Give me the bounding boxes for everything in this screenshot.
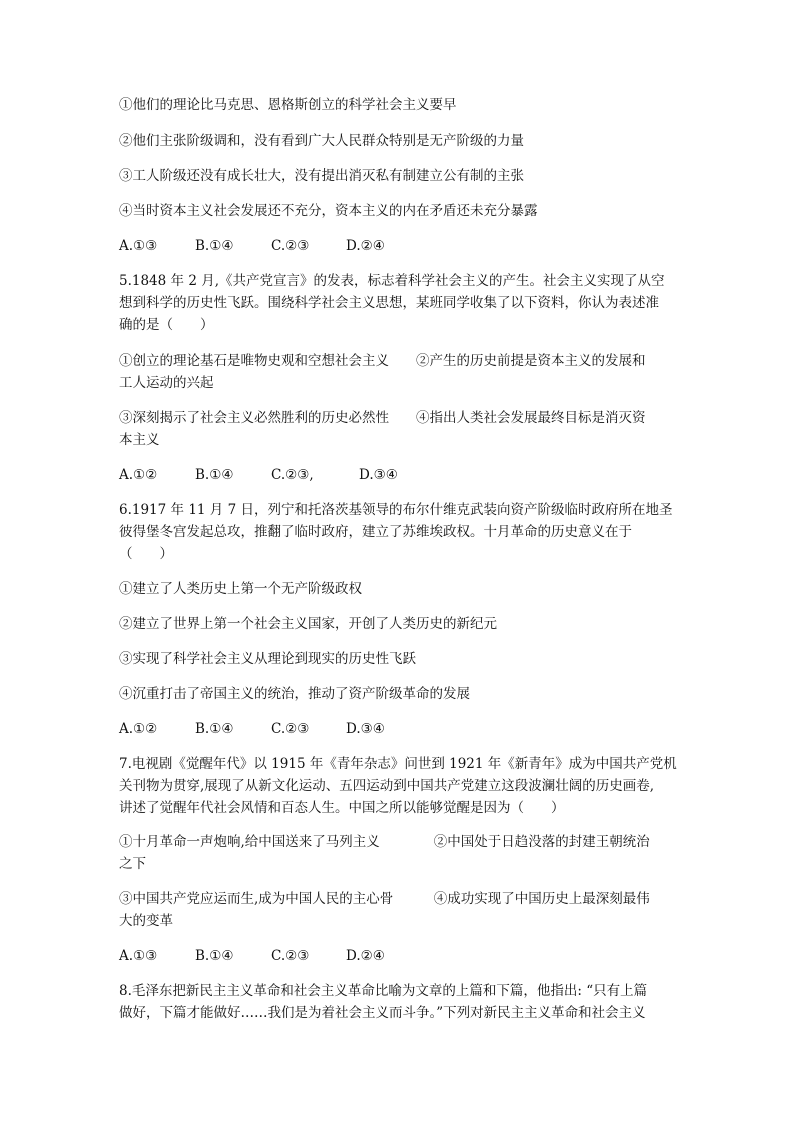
q6-item-4: ④沉重打击了帝国主义的统治，推动了资产阶级革命的发展 — [119, 686, 470, 702]
q7-item-line-2: 之下 — [119, 856, 146, 872]
q6-option-b: B.①④ — [195, 721, 234, 737]
q4-item-2: ②他们主张阶级调和，没有看到广大人民群众特别是无产阶级的力量 — [119, 133, 524, 149]
q7-item-line-3: ③中国共产党应运而生,成为中国人民的主心骨 ④成功实现了中国历史上最深刻最伟 — [119, 891, 650, 907]
q7-option-c: C.②③ — [271, 948, 310, 964]
q5-stem-line-3: 确的是（ ） — [119, 317, 214, 333]
q4-item-4: ④当时资本主义社会发展还不充分，资本主义的内在矛盾还未充分暴露 — [119, 203, 538, 219]
q4-option-b: B.①④ — [195, 238, 234, 254]
q5-item-line-3: ③深刻揭示了社会主义必然胜利的历史必然性 ④指出人类社会发展最终目标是消灭资 — [119, 410, 646, 426]
q5-item-line-2: 工人运动的兴起 — [119, 375, 214, 391]
q7-option-b: B.①④ — [195, 948, 234, 964]
q5-option-c: C.②③, — [271, 467, 314, 483]
q4-item-3: ③工人阶级还没有成长壮大，没有提出消灭私有制建立公有制的主张 — [119, 168, 524, 184]
q8-stem-line-1: 8.毛泽东把新民主主义革命和社会主义革命比喻为文章的上篇和下篇，他指出: “只有上篇 — [119, 983, 648, 999]
q6-stem-line-1: 6.1917 年 11 月 7 日，列宁和托洛茨基领导的布尔什维克武装向资产阶级临时政府所在地圣 — [119, 502, 673, 518]
q5-option-a: A.①② — [119, 467, 158, 483]
q5-option-d: D.③④ — [359, 467, 398, 483]
q4-option-c: C.②③ — [271, 238, 310, 254]
q7-stem-line-2: 关刊物为贯穿,展现了从新文化运动、五四运动到中国共产党建立这段波澜壮阔的历史画卷, — [119, 778, 655, 794]
q6-stem-line-2: 彼得堡冬宫发起总攻，推翻了临时政府，建立了苏维埃政权。十月革命的历史意义在于 — [119, 524, 632, 540]
q6-option-a: A.①② — [119, 721, 158, 737]
q5-stem-line-2: 想到科学的历史性飞跃。围绕科学社会主义思想，某班同学收集了以下资料，你认为表述准 — [119, 295, 659, 311]
q6-item-1: ①建立了人类历史上第一个无产阶级政权 — [119, 581, 362, 597]
q6-option-c: C.②③ — [271, 721, 310, 737]
q6-item-3: ③实现了科学社会主义从理论到现实的历史性飞跃 — [119, 651, 416, 667]
q7-item-line-4: 大的变革 — [119, 913, 173, 929]
q5-option-b: B.①④ — [195, 467, 234, 483]
q7-option-d: D.②④ — [346, 948, 385, 964]
q6-stem-line-3: （ ） — [119, 546, 173, 562]
q5-stem-line-1: 5.1848 年 2 月,《共产党宣言》的发表，标志着科学社会主义的产生。社会主义实现了从空 — [119, 273, 665, 289]
q7-item-line-1: ①十月革命一声炮响,给中国送来了马列主义 ②中国处于日趋没落的封建王朝统治 — [119, 834, 650, 850]
q4-item-1: ①他们的理论比马克思、恩格斯创立的科学社会主义要早 — [119, 97, 457, 113]
q5-item-line-4: 本主义 — [119, 432, 160, 448]
q7-stem-line-3: 讲述了觉醒年代社会风情和百态人生。中国之所以能够觉醒是因为（ ） — [119, 800, 565, 816]
q5-item-line-1: ①创立的理论基石是唯物史观和空想社会主义 ②产生的历史前提是资本主义的发展和 — [119, 353, 646, 369]
q8-stem-line-2: 做好，下篇才能做好……我们是为着社会主义而斗争。”下列对新民主主义革命和社会主义 — [119, 1005, 646, 1021]
q6-item-2: ②建立了世界上第一个社会主义国家，开创了人类历史的新纪元 — [119, 616, 497, 632]
q7-stem-line-1: 7.电视剧《觉醒年代》以 1915 年《青年杂志》问世到 1921 年《新青年》成为中国共产党机 — [119, 756, 677, 772]
q4-option-a: A.①③ — [119, 238, 158, 254]
q4-option-d: D.②④ — [346, 238, 385, 254]
q7-option-a: A.①③ — [119, 948, 158, 964]
q6-option-d: D.③④ — [346, 721, 385, 737]
